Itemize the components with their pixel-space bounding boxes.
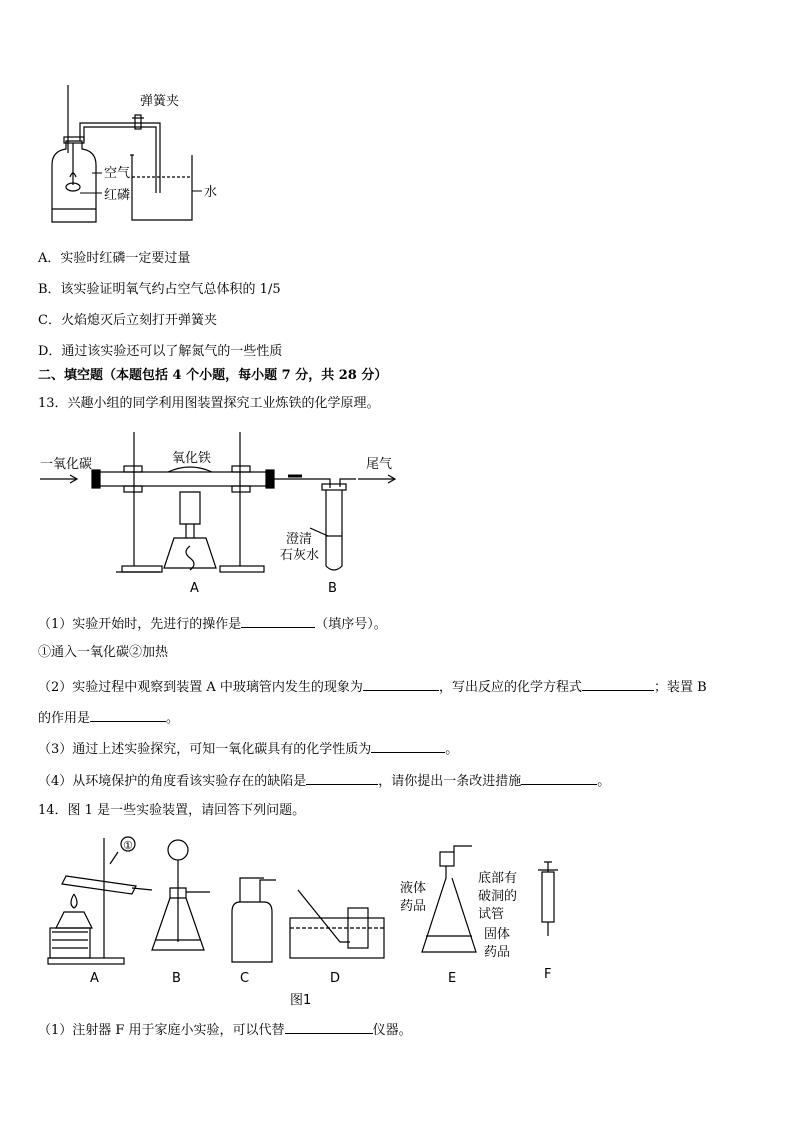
- label-tube-3: 试管: [478, 907, 505, 922]
- label-liquid-1: 液体: [400, 881, 427, 896]
- label-f: F: [544, 967, 552, 982]
- q14-stem: 14．图 1 是一些实验装置，请回答下列问题。: [38, 803, 306, 818]
- label-limewater-2: 石灰水: [280, 548, 320, 563]
- q12-option-b: B．该实验证明氧气约占空气总体积的 1/5: [38, 282, 281, 297]
- label-phosphorus: 红磷: [104, 188, 131, 203]
- label-device-a: A: [190, 581, 199, 596]
- label-tube-1: 底部有: [478, 871, 518, 886]
- label-co: 一氧化碳: [40, 457, 93, 472]
- label-air: 空气: [104, 166, 131, 181]
- q13-part2-continued: 的作用是 。: [38, 708, 179, 727]
- section-title: 二、填空题（本题包括 4 个小题，每小题 7 分，共 28 分）: [38, 368, 388, 383]
- label-a: A: [90, 971, 99, 986]
- label-d: D: [330, 971, 341, 986]
- q12-option-c: C．火焰熄灭后立刻打开弹簧夹: [38, 313, 217, 328]
- label-iron-oxide: 氧化铁: [172, 451, 212, 466]
- label-e: E: [448, 971, 457, 986]
- label-water: 水: [204, 185, 218, 200]
- lab-apparatus-figure-1: [44, 832, 584, 1012]
- figure-caption: 图1: [290, 993, 312, 1008]
- label-solid-1: 固体: [484, 927, 511, 942]
- label-liquid-2: 药品: [400, 899, 427, 914]
- q14-part1: （1）注射器 F 用于家庭小实验，可以代替 仪器。: [38, 1020, 412, 1039]
- label-c: C: [240, 971, 250, 986]
- q13-part1-options: ①通入一氧化碳②加热: [38, 645, 169, 660]
- q13-part2: （2）实验过程中观察到装置 A 中玻璃管内发生的现象为 ，写出反应的化学方程式 ；装置 B: [38, 677, 707, 696]
- label-clamp: 弹簧夹: [140, 94, 180, 109]
- q13-part4: （4）从环境保护的角度看该实验存在的缺陷是 ，请你提出一条改进措施 。: [38, 771, 610, 790]
- label-limewater-1: 澄清: [286, 532, 313, 547]
- q12-option-a: A．实验时红磷一定要过量: [38, 251, 191, 266]
- q13-part1: （1）实验开始时，先进行的操作是 （填序号）。: [38, 614, 387, 633]
- label-device-b: B: [328, 581, 337, 596]
- label-tube-2: 破洞的: [478, 889, 518, 904]
- q12-option-d: D．通过该实验还可以了解氮气的一些性质: [38, 344, 283, 359]
- iron-smelting-apparatus-figure: [40, 428, 420, 603]
- q13-stem: 13．兴趣小组的同学利用图装置探究工业炼铁的化学原理。: [38, 396, 380, 411]
- red-phosphorus-apparatus-figure: [40, 85, 260, 225]
- label-tail-gas: 尾气: [366, 457, 393, 472]
- label-b: B: [172, 971, 181, 986]
- q13-part3: （3）通过上述实验探究，可知一氧化碳具有的化学性质为 。: [38, 739, 458, 758]
- label-solid-2: 药品: [484, 945, 511, 960]
- circle-label-1: ①: [123, 839, 133, 852]
